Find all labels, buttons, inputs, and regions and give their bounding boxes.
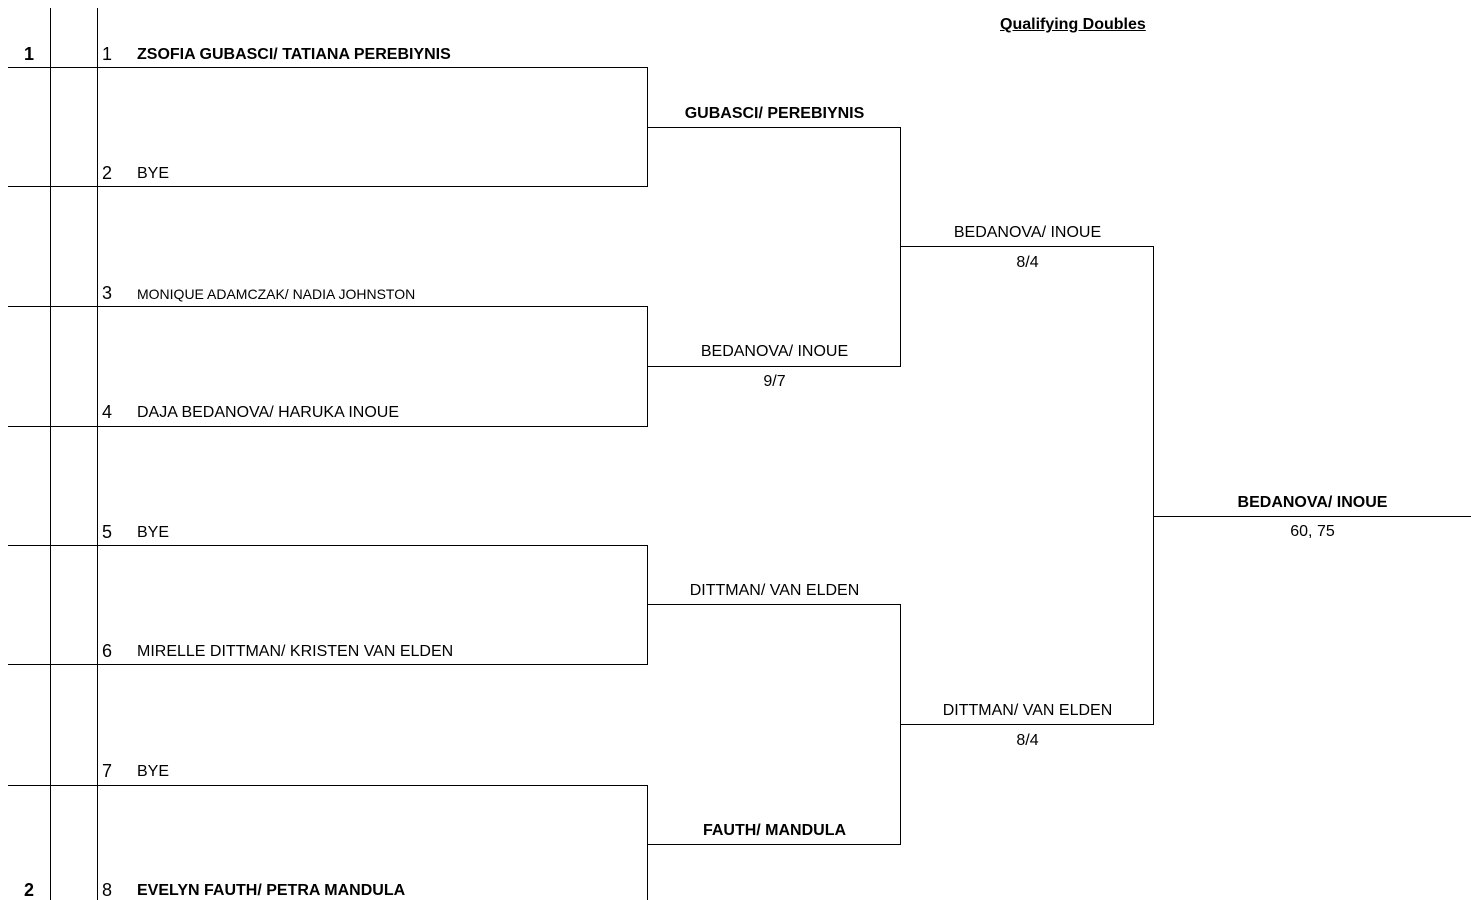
entry-name: BYE (137, 165, 170, 182)
row-divider (8, 186, 98, 187)
round3-winner: BEDANOVA/ INOUE (953, 224, 1102, 241)
grid-line (97, 8, 98, 900)
row-divider (8, 545, 98, 546)
draw-position: 8 (102, 880, 113, 900)
round2-winner: GUBASCI/ PEREBIYNIS (684, 105, 865, 122)
bracket-line (98, 306, 648, 307)
bracket-line (98, 426, 648, 427)
bracket-connector (900, 127, 901, 367)
final-score: 60, 75 (1290, 523, 1335, 540)
draw-position: 2 (102, 163, 113, 183)
bracket-connector (647, 785, 648, 900)
row-divider (8, 306, 98, 307)
match-score: 8/4 (1016, 732, 1039, 749)
bracket-line (901, 246, 1154, 247)
bracket-line (1154, 516, 1471, 517)
entry-name: DAJA BEDANOVA/ HARUKA INOUE (137, 404, 399, 421)
seed-number: 2 (24, 880, 35, 900)
bracket-line (98, 545, 648, 546)
row-divider (8, 785, 98, 786)
draw-position: 3 (102, 283, 113, 303)
bracket-line (98, 664, 648, 665)
bracket-line (98, 785, 648, 786)
entry-name: MONIQUE ADAMCZAK/ NADIA JOHNSTON (137, 286, 416, 302)
round2-winner: BEDANOVA/ INOUE (700, 343, 849, 360)
draw-position: 1 (102, 44, 113, 64)
round2-winner: DITTMAN/ VAN ELDEN (689, 582, 860, 599)
entry-name: BYE (137, 763, 170, 780)
row-divider (8, 426, 98, 427)
draw-title: Qualifying Doubles (1000, 16, 1146, 33)
bracket-connector (647, 545, 648, 665)
entry-name: ZSOFIA GUBASCI/ TATIANA PEREBIYNIS (137, 46, 451, 63)
round2-winner: FAUTH/ MANDULA (702, 822, 847, 839)
row-divider (8, 664, 98, 665)
bracket-line (98, 186, 648, 187)
match-score: 9/7 (763, 373, 786, 390)
match-score: 8/4 (1016, 254, 1039, 271)
bracket-line (648, 366, 901, 367)
draw-position: 4 (102, 402, 113, 422)
bracket-line (901, 724, 1154, 725)
bracket-line (648, 604, 901, 605)
entry-name: MIRELLE DITTMAN/ KRISTEN VAN ELDEN (137, 643, 454, 660)
bracket-line (8, 67, 648, 68)
seed-number: 1 (24, 44, 35, 64)
grid-line (50, 8, 51, 900)
draw-position: 6 (102, 641, 113, 661)
draw-position: 7 (102, 761, 113, 781)
round3-winner: DITTMAN/ VAN ELDEN (942, 702, 1113, 719)
bracket-line (648, 127, 901, 128)
bracket-line (648, 844, 901, 845)
final-winner: BEDANOVA/ INOUE (1237, 494, 1388, 511)
bracket-connector (1153, 246, 1154, 725)
draw-position: 5 (102, 522, 113, 542)
entry-name: EVELYN FAUTH/ PETRA MANDULA (137, 882, 406, 899)
entry-name: BYE (137, 524, 170, 541)
